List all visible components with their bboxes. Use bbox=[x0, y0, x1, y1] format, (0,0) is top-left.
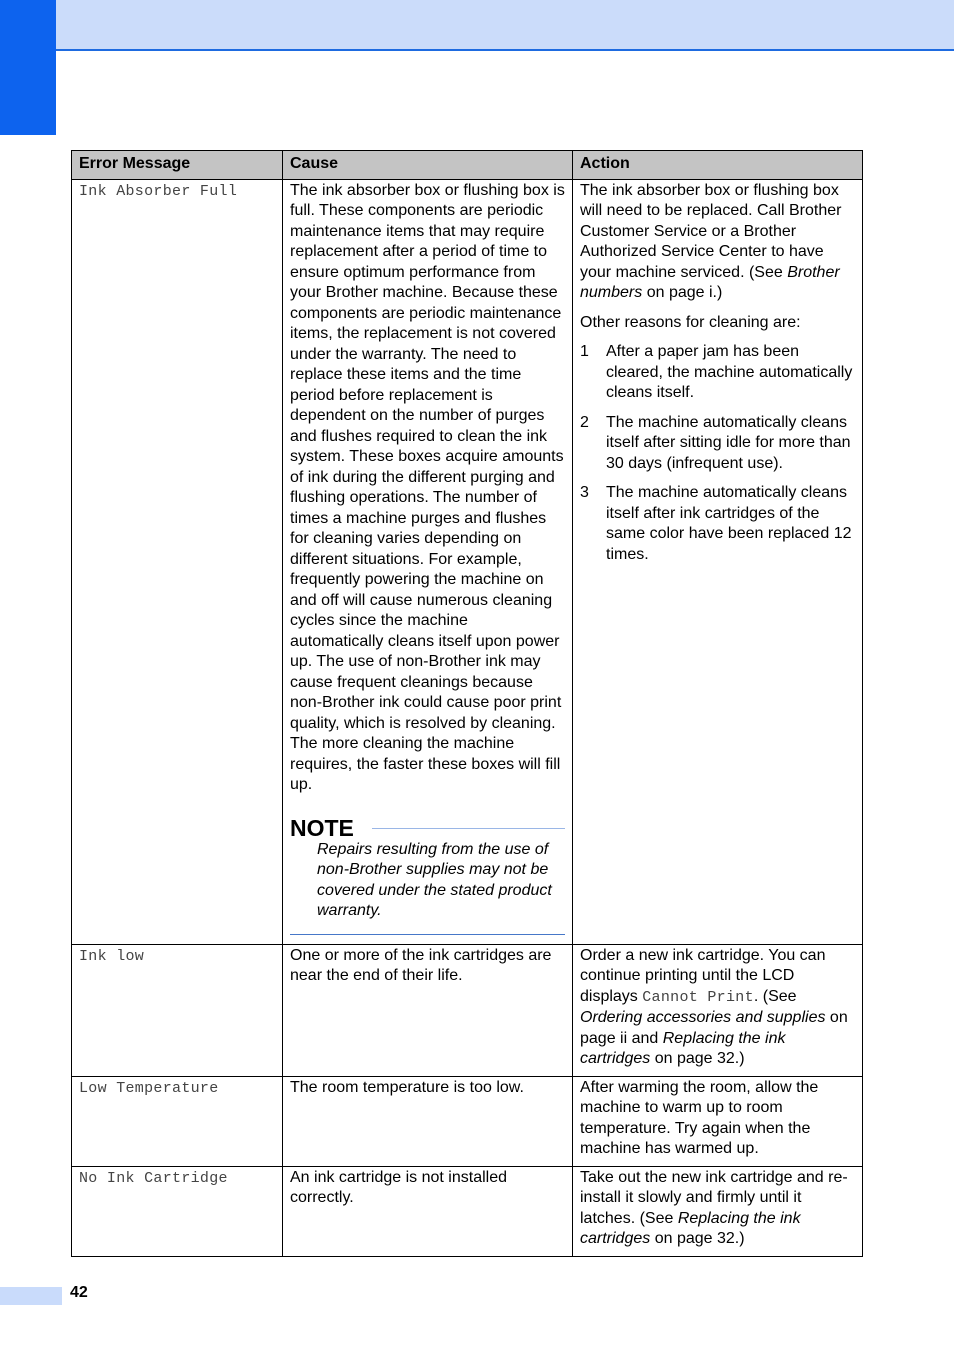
footer-tab bbox=[0, 1287, 62, 1305]
list-item: 1 After a paper jam has been cleared, the machine automatically cleans itself. bbox=[580, 343, 853, 401]
error-message-cell bbox=[72, 944, 283, 1076]
action-text: Take out the new ink cartridge and re-install it slowly and firmly until it latches. (See Replacing the ink cartridges on page 32.) bbox=[580, 1168, 848, 1247]
reference-replacing-ink: Replacing the ink cartridges bbox=[580, 1209, 801, 1247]
table-header-row bbox=[72, 151, 863, 180]
error-message-cell bbox=[72, 179, 283, 944]
cause-text: An ink cartridge is not installed correctly. bbox=[290, 1168, 507, 1206]
cause-cell bbox=[283, 179, 573, 944]
cause-cell bbox=[283, 944, 573, 1076]
lcd-message: Cannot Print bbox=[642, 988, 754, 1006]
header-error-message: Error Message bbox=[72, 151, 283, 180]
error-message-text: Ink low bbox=[79, 947, 145, 965]
error-message-text: No Ink Cartridge bbox=[79, 1169, 228, 1187]
list-item: 3 The machine automatically cleans itself after ink cartridges of the same color have been replaced 12 times. bbox=[580, 484, 852, 563]
action-text: After warming the room, allow the machine to warm up to room temperature. Try again when the machine has warmed up. bbox=[580, 1078, 819, 1157]
page-number: 42 bbox=[70, 1284, 88, 1301]
table-row bbox=[72, 944, 863, 1076]
action-cell bbox=[573, 179, 863, 944]
chapter-tab bbox=[0, 0, 56, 135]
error-message-cell bbox=[72, 1166, 283, 1256]
cause-cell bbox=[283, 1166, 573, 1256]
action-cell bbox=[573, 1166, 863, 1256]
action-cell bbox=[573, 944, 863, 1076]
reference-ordering-accessories: Ordering accessories and supplies bbox=[580, 1009, 826, 1026]
action-text: Order a new ink cartridge. You can continue printing until the LCD displays Cannot Print. (See Ordering accessories and supplies on page ii and Replacing the ink cartridges on page 32.) bbox=[580, 946, 848, 1067]
cause-text: The ink absorber box or flushing box is full. These components are periodic maintenance items that may require replacement after a period of time to ensure optimum performance from your Brother machine. Because these components are periodic maintenance items, the replacement is not covered under the warranty. The need to replace these items and the time period before replacement is dependent on the number of purges and flushes required to clean the ink system. These boxes acquire amounts of ink during the different purging and flushing operations. The number of times a machine purges and flushes for cleaning varies depending on different situations. For example, frequently powering the machine on and off will cause numerous cleaning cycles since the machine automatically cleans itself upon power up. The use of non-Brother ink may cause frequent cleanings because non-Brother ink could cause poor print quality, which is resolved by cleaning. The more cleaning the machine requires, the faster these boxes will fill up. bbox=[290, 181, 565, 793]
error-message-text: Ink Absorber Full bbox=[79, 182, 238, 200]
cause-text: One or more of the ink cartridges are near the end of their life. bbox=[290, 946, 552, 984]
header-cause: Cause bbox=[283, 151, 573, 180]
cleaning-reasons-list bbox=[580, 342, 855, 565]
note-title: NOTE bbox=[290, 814, 354, 841]
action-cell bbox=[573, 1076, 863, 1166]
error-message-table bbox=[71, 150, 863, 1257]
error-message-text: Low Temperature bbox=[79, 1079, 219, 1097]
error-message-cell bbox=[72, 1076, 283, 1166]
table-row bbox=[72, 1166, 863, 1256]
header-action: Action bbox=[573, 151, 863, 180]
table-row bbox=[72, 1076, 863, 1166]
reference-replacing-ink: Replacing the ink cartridges bbox=[580, 1029, 786, 1067]
cause-cell bbox=[283, 1076, 573, 1166]
note-divider bbox=[372, 828, 565, 829]
note-text: Repairs resulting from the use of non-Brother supplies may not be covered under the stated product warranty. bbox=[317, 840, 552, 919]
reference-brother-numbers: Brother numbers bbox=[580, 263, 840, 301]
list-item: 2 The machine automatically cleans itself after sitting idle for more than 30 days (infrequent use). bbox=[580, 413, 851, 472]
action-subtext: Other reasons for cleaning are: bbox=[580, 313, 801, 331]
cause-text: The room temperature is too low. bbox=[290, 1078, 524, 1096]
note-box bbox=[290, 816, 565, 935]
table-row bbox=[72, 179, 863, 944]
header-band bbox=[0, 0, 954, 51]
action-text: The ink absorber box or flushing box will need to be replaced. Call Brother Customer Service or a Brother Authorized Service Center to have your machine serviced. (See Brother numbers on page i.) bbox=[580, 181, 842, 301]
